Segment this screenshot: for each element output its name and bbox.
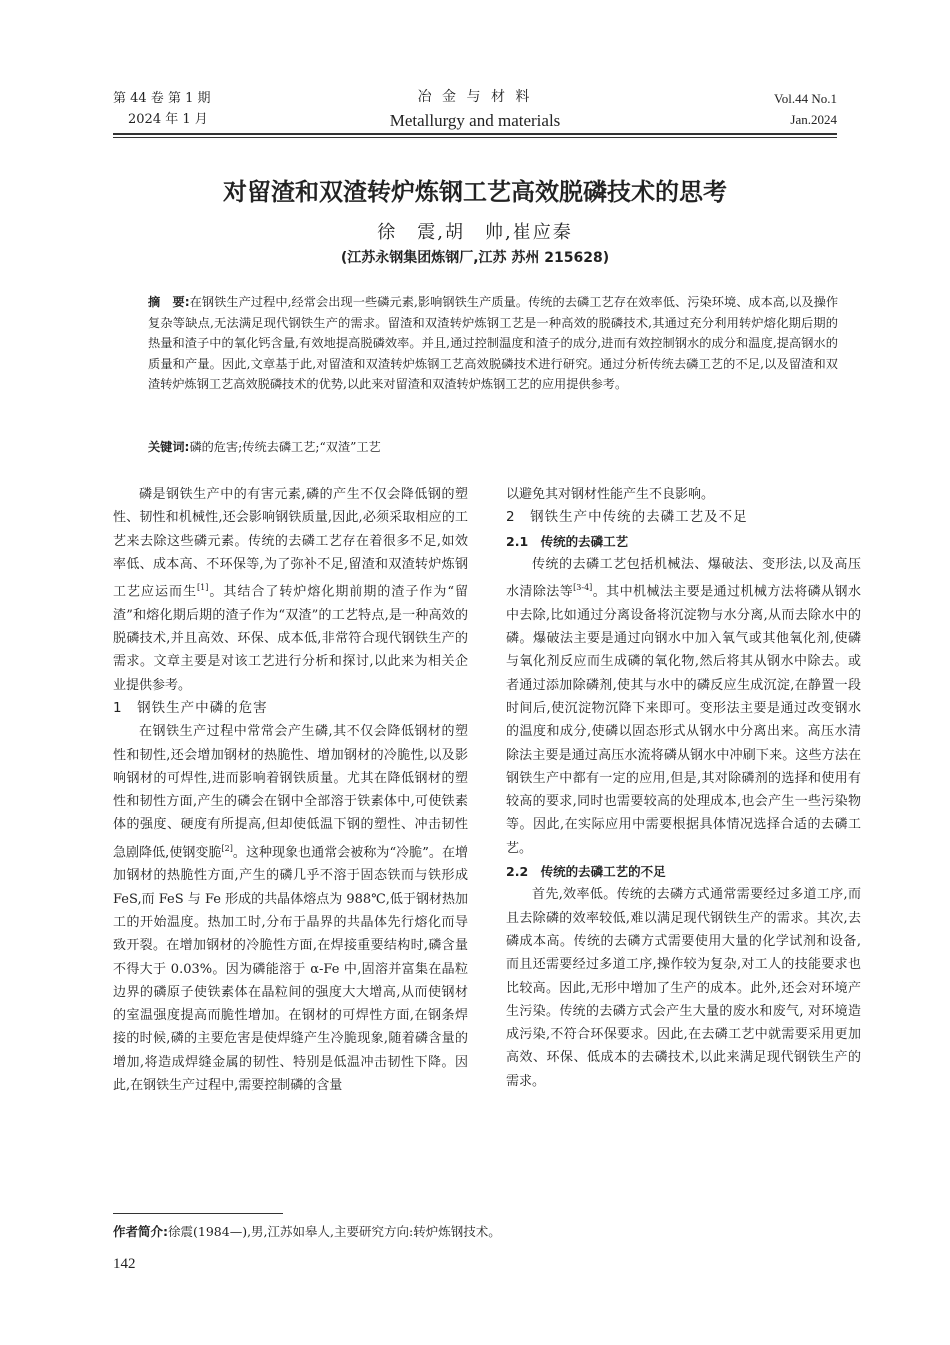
author-bio-label: 作者简介: bbox=[113, 1224, 168, 1239]
subsection-2-1-paragraph: 传统的去磷工艺包括机械法、爆破法、变形法,以及高压水清除法等[3-4]。其中机械法主要是通过机械方法将磷从钢水中去除,比如通过分离设备将沉淀物与水分离,从而去除水中的磷。爆破法主要是通过向钢水中加入氧气或其他氧化剂,使磷与氧化剂反应而生成磷的氧化物,然后将其从钢水中除去。或者通过添加除磷剂,使其与水中的磷反应生成沉淀,在静置一段时间后,使沉淀物沉降下来即可。变形法主要是通过改变钢水的温度和成分,使磷以固态形式从钢水中分离出来。高压水清除法主要是通过高压水流将磷从钢水中冲刷下来。这些方法在钢铁生产中都有一定的应用,但是,其对除磷剂的选择和使用有较高的要求,同时也需要较高的处理成本,也会产生一些污染物等。因此,在实际应用中需要根据具体情况选择合适的去磷工艺。 bbox=[506, 556, 861, 856]
author-bio bbox=[113, 1222, 837, 1240]
journal-name-cn: 冶 金 与 材 料 bbox=[417, 89, 533, 105]
right-column bbox=[506, 483, 861, 1093]
section-1-heading: 1 钢铁生产中磷的危害 bbox=[113, 700, 268, 716]
journal-name-en: Metallurgy and materials bbox=[389, 111, 561, 130]
affiliation: (江苏永钢集团炼钢厂,江苏 苏州 215628) bbox=[340, 250, 610, 266]
header-date: 2024 年 1 月 bbox=[128, 112, 208, 127]
page-number: 142 bbox=[113, 1256, 136, 1272]
header-volume: 第 44 卷 第 1 期 bbox=[113, 91, 211, 106]
abstract-label: 摘 要: bbox=[148, 295, 190, 309]
author-bio-text: 徐震(1984—),男,江苏如皋人,主要研究方向:转炉炼钢技术。 bbox=[168, 1224, 501, 1239]
abstract bbox=[148, 292, 838, 395]
intro-paragraph: 磷是钢铁生产中的有害元素,磷的产生不仅会降低钢的塑性、韧性和机械性,还会影响钢铁质量,因此,必须采取相应的工艺来去除这些磷元素。传统的去磷工艺存在着很多不足,如效率低、成本高、不环保等,为了弥补不足,留渣和双渣转炉炼钢工艺应运而生[1]。其结合了转炉熔化期前期的渣子作为“留渣”和熔化期后期的渣子作为“双渣”的工艺特点,是一种高效的脱磷技术,并且高效、环保、成本低,非常符合现代钢铁生产的需求。文章主要是对该工艺进行分析和探讨,以此来为相关企业提供参考。 bbox=[113, 487, 468, 693]
footnote-rule bbox=[113, 1213, 283, 1214]
citation: [2] bbox=[221, 843, 233, 853]
section-2-heading: 2 钢铁生产中传统的去磷工艺及不足 bbox=[506, 509, 748, 526]
subsection-2-2-heading: 2.2 传统的去磷工艺的不足 bbox=[506, 864, 666, 880]
header-rule bbox=[113, 133, 837, 135]
keywords bbox=[148, 437, 838, 457]
keywords-label: 关键词: bbox=[148, 440, 190, 454]
keywords-text: 磷的危害;传统去磷工艺;“双渣”工艺 bbox=[189, 440, 381, 454]
header-vol-en: Vol.44 No.1 bbox=[774, 91, 837, 106]
citation: [1] bbox=[197, 583, 209, 593]
section-1-paragraph: 在钢铁生产过程中常常会产生磷,其不仅会降低钢材的塑性和韧性,还会增加钢材的热脆性、增加钢材的冷脆性,以及影响钢材的可焊性,进而影响着钢铁质量。尤其在降低钢材的塑性和韧性方面,产生的磷会在钢中全部溶于铁素体中,可使铁素体的强度、硬度有所提高,但却使低温下钢的塑性、冲击韧性急剧降低,使钢变脆[2]。这种现象也通常会被称为“冷脆”。在增加钢材的热脆性方面,产生的磷几乎不溶于固态铁而与铁形成 FeS,而 FeS 与 Fe 形成的共晶体熔点为 988℃,低于钢材热加工的开始温度。热加工时,分布于晶界的共晶体先行熔化而导致开裂。在增加钢材的冷脆性方面,在焊接重要结构时,磷含量不得大于 0.03%。因为磷能溶于 α-Fe 中,固溶并富集在晶粒边界的磷原子使铁素体在晶粒间的强度大大增高,从而使钢材的室温强度提高而脆性增加。在钢材的可焊性方面,在钢条焊接的时候,磷的主要危害是使焊缝产生冷脆现象,随着磷含量的增加,将造成焊缝金属的韧性、特别是低温冲击韧性下降。因此,在钢铁生产过程中,需要控制磷的含量 bbox=[113, 724, 468, 1094]
authors: 徐 震,胡 帅,崔应秦 bbox=[377, 222, 573, 243]
left-column bbox=[113, 483, 468, 1097]
continued-paragraph: 以避免其对钢材性能产生不良影响。 bbox=[506, 487, 715, 502]
header-rule-thin bbox=[113, 137, 837, 138]
article-title: 对留渣和双渣转炉炼钢工艺高效脱磷技术的思考 bbox=[223, 178, 727, 206]
header-date-en: Jan.2024 bbox=[790, 112, 837, 127]
subsection-2-2-paragraph: 首先,效率低。传统的去磷方式通常需要经过多道工序,而且去除磷的效率较低,难以满足现代钢铁生产的需求。其次,去磷成本高。传统的去磷方式需要使用大量的化学试剂和设备,而且还需要经过多道工序,操作较为复杂,对工人的技能要求也比较高。因此,无形中增加了生产的成本。此外,还会对环境产生污染。传统的去磷方式会产生大量的废水和废气, 对环境造成污染,不符合环保要求。因此,在去磷工艺中就需要采用更加高效、环保、低成本的去磷技术,以此来满足现代钢铁生产的需求。 bbox=[506, 887, 861, 1089]
subsection-2-1-heading: 2.1 传统的去磷工艺 bbox=[506, 533, 629, 549]
citation: [3-4] bbox=[573, 583, 593, 593]
abstract-text: 在钢铁生产过程中,经常会出现一些磷元素,影响钢铁生产质量。传统的去磷工艺存在效率低、污染环境、成本高,以及操作复杂等缺点,无法满足现代钢铁生产的需求。留渣和双渣转炉炼钢工艺是一种高效的脱磷技术,其通过充分利用转炉熔化期后期的热量和渣子中的氧化钙含量,有效地提高脱磷效率。并且,通过控制温度和渣子的成分,进而有效控制钢水的成分和温度,提高钢水的质量和产量。因此,文章基于此,对留渣和双渣转炉炼钢工艺高效脱磷技术进行研究。通过分析传统去磷工艺的不足,以及留渣和双渣转炉炼钢工艺高效脱磷技术的优势,以此来对留渣和双渣转炉炼钢工艺的应用提供参考。 bbox=[148, 295, 839, 391]
